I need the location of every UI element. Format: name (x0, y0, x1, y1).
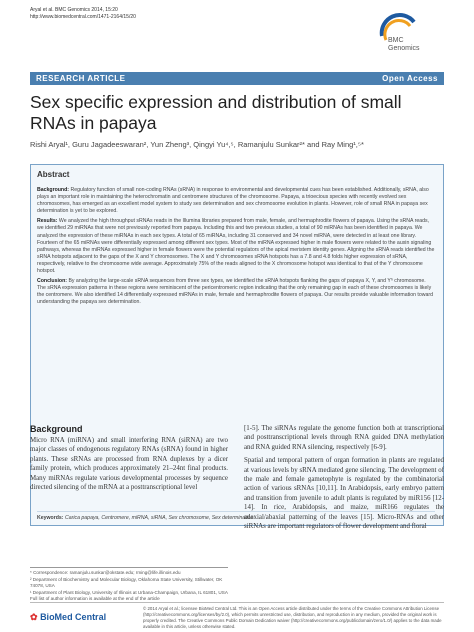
footnote-3: ¹ Department of Plant Biology, University of Illinois at Urbana-Champaign, Urbana, IL 61801, USA (30, 589, 228, 595)
left-column (30, 424, 228, 496)
abstract-body (37, 187, 435, 310)
url-line: http://www.biomedcentral.com/1471-2164/15/20 (30, 14, 136, 20)
page-footer (30, 602, 444, 629)
right-column-text (244, 424, 444, 531)
article-title: Sex specific expression and distribution of small RNAs in papaya (30, 92, 402, 133)
footnotes (30, 567, 228, 603)
copyright-notice: © 2014 Aryal et al.; licensee BioMed Central Ltd. This is an Open Access article distributed under the terms of the Creative Commons Attribution License (http://creativecommons.org/licenses/by/2.0), which permits unrestricted use, distribution, and reproduction in any medium, provided the original work is properly credited. The Creative Commons Public Domain Dedication waiver (http://creativecommons.org/publicdomain/zero/1.0/) applies to the data made available in this article, unless otherwise stated. (143, 606, 442, 629)
keywords-text: Carica papaya, Centromere, miRNA, siRNA, Sex chromosome, Sex determination (64, 515, 254, 521)
abstract-background (37, 187, 435, 215)
author-list: Rishi Aryal¹, Guru Jagadeeswaran², Yun Zheng³, Qingyi Yu⁴,⁵, Ramanjulu Sunkar²* and Ray Ming¹,⁵* (30, 140, 364, 149)
logo-line-2: Genomics (388, 45, 420, 52)
citation-line: Aryal et al. BMC Genomics 2014, 15:20 (30, 7, 118, 13)
background-label: Background: (37, 187, 69, 193)
conclusion-text: By analyzing the large-scale sRNA sequences from three sex types, we identified the sRNA hotspots flanking the gaps of papaya X, Y, and Yʰ chromosome. The sRNA expression patterns in these regions were reminiscent of the pericentromeric region indicating that the only remaining gap in each of these chromosomes is likely the centromere. We also identified 14 differentially expressed miRNAs in male, female and hermaphrodite flowers of papaya. Our results provide valuable information toward understanding the papaya sex determination. (37, 278, 433, 306)
footnote-1: * Correspondence: ramanjulu.sunkar@okstate.edu; rming@life.illinois.edu (30, 570, 181, 575)
results-text: We analyzed the high throughput sRNAs reads in the Illumina libraries prepared from male, female, and hermaphrodite flowers of papaya. Using the sRNA reads, we identified 29 miRNAs that were not previously reported from papaya. Including this and two previous studies, a total of 90 miRNAs has been identified in papaya. We analyzed the expression of these miRNAs in each sex types. A total of 65 miRNAs, including 31 conserved and 34 novel miRNA, were detected in at least one library. Fourteen of the 65 miRNAs were differentially expressed among different sex types. Most of the miRNA expressed higher in male flowers were related to the auxin signaling pathways, whereas the miRNAs expressed higher in female flowers were the potential regulators of the apical meristem identity genes. Aligning the sRNA reads identified the sRNA hotspots adjacent to the gaps of the X and Y chromosomes. The X and Y chromosomes sRNA hotspots has a 7.8 and 4.8 folds higher expression of sRNA, respectively, relative to the chromosome wide average. Approximately 75% of the reads aligned to the X chromosome hotspot was identical to that of the Y chromosome hotspot. (37, 218, 435, 275)
right-paragraph-2: Spatial and temporal pattern of organ formation in plants are regulated at various levels by sRNA mediated gene silencing. The development of the male and female gametophyte is regulated by the combinatorial action of various sRNAs [10,11]. In Arabidopsis, early embryo pattern and transition from juvenile to adult plants is regulated by miR156 [12-14]. In rice, Arabidopsis, and maize, miR166 regulates the adaxial/abaxial patterning of the leaves [15]. Micro-RNAs and other siRNAs are important regulators of flower development and floral (244, 457, 444, 531)
running-header (30, 7, 136, 21)
background-text: Regulatory function of small non-coding RNAs (sRNA) in response to environmental and developmental cues has been established. Additionally, sRNA, also plays an important role in maintaining the heterochromatin and centromere structures of the chromosome. Papaya, a trioecious species with recently evolved sex chromosomes, has emerged as an excellent model system to study sex determination and sex chromosome evolution in plants. However, role of small RNA in papaya sex determination is yet to be explored. (37, 187, 429, 215)
right-paragraph-1: [1-5]. The siRNAs regulate the genome function both at transcriptional and posttranscriptional levels through RNA guided DNA methylation and RNA guided RNA silencing, respectively [6-9]. (244, 425, 444, 451)
article-type-label: RESEARCH ARTICLE (36, 74, 126, 83)
footnote-2: ² Department of Biochemistry and Molecular Biology, Oklahoma State University, Stillwater, OK 74078, USA (30, 576, 223, 588)
article-type-banner (30, 72, 444, 85)
abstract-heading: Abstract (37, 170, 70, 179)
open-access-label: Open Access (382, 74, 438, 83)
journal-logo-text (388, 37, 420, 53)
keywords-label: Keywords: (37, 515, 64, 521)
publisher-logo (30, 612, 106, 623)
leaf-icon: ✿ (30, 612, 38, 622)
results-label: Results: (37, 218, 58, 225)
background-heading: Background (30, 424, 83, 434)
conclusion-label: Conclusion: (37, 278, 67, 285)
right-column (244, 424, 444, 535)
abstract-conclusion (37, 278, 435, 306)
abstract-results (37, 218, 435, 275)
footnote-4: Full list of author information is available at the end of the article (30, 596, 160, 601)
left-column-text (30, 436, 228, 492)
left-paragraph-1: Micro RNA (miRNA) and small interfering RNA (siRNA) are two major classes of endogenous regulatory RNAs (sRNA) found in higher plants. These sRNAs are processed from RNA duplexes by a dicer family protein, which produces approximately 21–24nt final products. Many miRNAs regulate various developmental processes by sequence directed silencing of the mRNA at a posttranscriptional level (30, 437, 228, 492)
logo-line-1: BMC (388, 37, 404, 44)
publisher-name: BioMed Central (40, 612, 107, 622)
